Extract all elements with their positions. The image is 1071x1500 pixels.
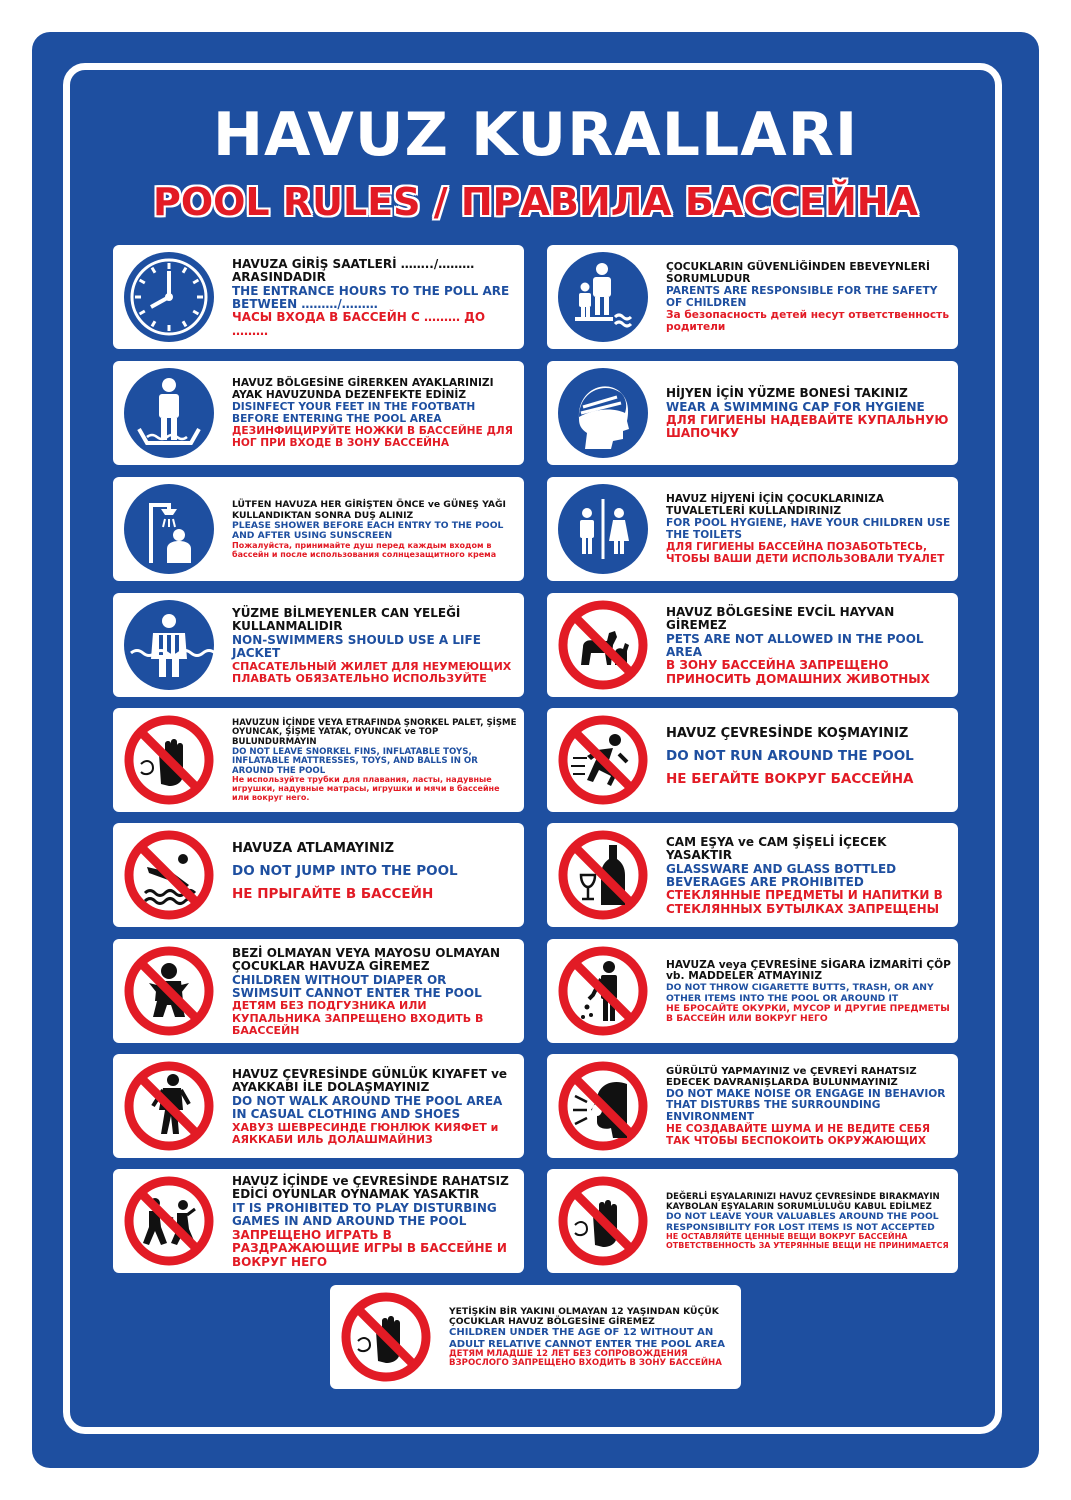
rule-text-ru: За безопасность детей несут ответственность родители	[666, 308, 950, 333]
rule-card-footbath	[113, 361, 524, 465]
rule-text-tr: HAVUZ İÇİNDE ve ÇEVRESİNDE RAHATSIZ EDİCİ OYUNLAR OYNAMAK YASAKTIR	[232, 1173, 509, 1202]
rule-text-en: NON-SWIMMERS SHOULD USE A LIFE JACKET	[232, 632, 481, 661]
no-rough-play-icon	[123, 1175, 215, 1267]
rule-text-ru: ДЕТЯМ МЛАДШЕ 12 ЛЕТ БЕЗ СОПРОВОЖДЕНИЯ ВЗРОСЛОГО ЗАПРЕЩЕНО ВХОДИТЬ В ЗОНУ БАССЕЙНА	[449, 1348, 722, 1369]
rule-card-no-jumping	[113, 823, 524, 927]
rule-text-tr: ÇOCUKLARIN GÜVENLİĞİNDEN EBEVEYNLERİ SORUMLUDUR	[666, 261, 930, 286]
life-jacket-icon	[123, 599, 215, 691]
rule-text-en: DISINFECT YOUR FEET IN THE FOOTBATH BEFORE ENTERING THE POOL AREA	[232, 401, 476, 425]
rule-text-en: THE ENTRANCE HOURS TO THE POLL ARE BETWEEN ………/………	[232, 283, 510, 311]
rule-text-en: DO NOT RUN AROUND THE POOL	[666, 748, 914, 765]
no-unaccompanied-children-icon	[340, 1291, 432, 1383]
rule-text-tr: HİJYEN İÇİN YÜZME BONESİ TAKINIZ	[666, 386, 908, 401]
rule-text-en: CHILDREN UNDER THE AGE OF 12 WITHOUT AN ADULT RELATIVE CANNOT ENTER THE POOL AREA	[449, 1327, 725, 1350]
rule-text-tr: HAVUZA GİRİŞ SAATLERİ ……../……… ARASINDADIR	[232, 256, 475, 285]
rule-text-tr: LÜTFEN HAVUZA HER GİRİŞTEN ÖNCE ve GÜNEŞ YAĞI KULLANDIKTAN SONRA DUŞ ALINIZ	[232, 499, 506, 521]
rule-card-no-casual-clothing	[113, 1054, 524, 1158]
rule-text-en: DO NOT LEAVE SNORKEL FINS, INFLATABLE TOYS, INFLATABLE MATTRESSES, TOYS, AND BALLS IN OR AROUND THE POOL	[232, 746, 478, 776]
rule-card-no-pets	[547, 593, 958, 697]
rule-text-en: CHILDREN WITHOUT DIAPER OR SWIMSUIT CANNOT ENTER THE POOL	[232, 972, 482, 1000]
rule-text-tr: HAVUZ ÇEVRESİNDE KOŞMAYINIZ	[666, 725, 909, 741]
rule-text-en: DO NOT JUMP INTO THE POOL	[232, 863, 458, 880]
rule-card-no-rough-play	[113, 1169, 524, 1273]
rule-text-en: PARENTS ARE RESPONSIBLE FOR THE SAFETY OF CHILDREN	[666, 285, 938, 309]
rule-text-en: FOR POOL HYGIENE, HAVE YOUR CHILDREN USE THE TOILETS	[666, 517, 951, 541]
rule-card-swim-cap	[547, 361, 958, 465]
rule-card-no-littering	[547, 939, 958, 1043]
rule-card-no-running	[547, 708, 958, 812]
rule-card-no-diaper	[113, 939, 524, 1043]
rule-text-tr: CAM EŞYA ve CAM ŞİŞELİ İÇECEK YASAKTIR	[666, 834, 887, 863]
rule-text-ru: ЗАПРЕЩЕНО ИГРАТЬ В РАЗДРАЖАЮЩИЕ ИГРЫ В БАССЕЙНЕ И ВОКРУГ НЕГО	[232, 1227, 507, 1269]
rule-text-ru: ХАВУЗ ШЕВРЕСИНДЕ ГЮНЛЮК КИЯФЕТ и АЯККАБИ ИЛЬ ДОЛАШМАЙНИЗ	[232, 1120, 499, 1146]
rule-card-parents-responsible	[547, 245, 958, 349]
rule-text-ru: ДЛЯ ГИГИЕНЫ БАССЕЙНА ПОЗАБОТЬТЕСЬ, ЧТОБЫ ВАШИ ДЕТИ ИСПОЛЬЗОВАЛИ ТУАЛЕТ	[666, 540, 945, 565]
rule-text-ru: Пожалуйста, принимайте душ перед каждым входом в бассейн и после использования солнцезащитного крема	[232, 540, 497, 559]
no-running-icon	[557, 714, 649, 806]
rule-card-no-glass	[547, 823, 958, 927]
rule-text-tr: HAVUZA veya ÇEVRESİNE SİGARA İZMARİTİ ÇÖP vb. MADDELER ATMAYINIZ	[666, 958, 951, 983]
no-noise-icon	[557, 1060, 649, 1152]
rule-text-en: IT IS PROHIBITED TO PLAY DISTURBING GAMES IN AND AROUND THE POOL	[232, 1200, 497, 1229]
rule-text-ru: В ЗОНУ БАССЕЙНА ЗАПРЕЩЕНО ПРИНОСИТЬ ДОМАШНИХ ЖИВОТНЫХ	[666, 658, 930, 686]
rule-text-tr: HAVUZ ÇEVRESİNDE GÜNLÜK KIYAFET ve AYAKKABI İLE DOLAŞMAYINIZ	[232, 1066, 508, 1095]
rule-text-ru: ЧАСЫ ВХОДА В БАССЕЙН С ……… ДО ………	[232, 310, 486, 338]
subtitle: POOL RULES / ПРАВИЛА БАССЕЙНА	[152, 180, 919, 224]
footbath-icon	[123, 367, 215, 459]
rule-card-shower	[113, 477, 524, 581]
rule-text-ru: НЕ ОСТАВЛЯЙТЕ ЦЕННЫЕ ВЕЩИ ВОКРУГ БАССЕЙНА ОТВЕТСТВЕННОСТЬ ЗА УТЕРЯННЫЕ ВЕЩИ НЕ ПРИНИМАЕТСЯ	[666, 1231, 949, 1250]
parent-child-icon	[557, 251, 649, 343]
rule-text-tr: GÜRÜLTÜ YAPMAYINIZ ve ÇEVREYİ RAHATSIZ EDECEK DAVRANIŞLARDA BULUNMAYINIZ	[666, 1066, 917, 1089]
title: HAVUZ KURALLARI	[212, 100, 859, 170]
no-littering-icon	[557, 945, 649, 1037]
rule-text-tr: HAVUZ HİJYENİ İÇİN ÇOCUKLARINIZA TUVALETLERİ KULLANDIRINIZ	[666, 493, 884, 518]
rule-card-no-noise	[547, 1054, 958, 1158]
no-valuables-icon	[557, 1175, 649, 1267]
rule-text-ru: ДЕЗИНФИЦИРУЙТЕ НОЖКИ В БАССЕЙНЕ ДЛЯ НОГ ПРИ ВХОДЕ В ЗОНУ БАССЕЙНА	[232, 424, 513, 449]
no-jumping-icon	[123, 829, 215, 921]
swim-cap-icon	[557, 367, 649, 459]
clock-icon	[123, 251, 215, 343]
rule-text-tr: HAVUZA ATLAMAYINIZ	[232, 840, 395, 856]
no-toys-icon	[123, 714, 215, 806]
rule-text-ru: НЕ БЕГАЙТЕ ВОКРУГ БАССЕЙНА	[666, 771, 914, 788]
rule-card-toilets	[547, 477, 958, 581]
rule-text-en: PETS ARE NOT ALLOWED IN THE POOL AREA	[666, 631, 924, 659]
rule-text-ru: НЕ СОЗДАВАЙТЕ ШУМА И НЕ ВЕДИТЕ СЕБЯ ТАК ЧТОБЫ БЕСПОКОИТЬ ОКРУЖАЮЩИХ	[666, 1123, 931, 1147]
rule-text-tr: YÜZME BİLMEYENLER CAN YELEĞİ KULLANMALIDIR	[232, 605, 461, 634]
rule-card-no-toys	[113, 708, 524, 812]
rule-text-en: DO NOT WALK AROUND THE POOL AREA IN CASUAL CLOTHING AND SHOES	[232, 1093, 503, 1122]
shower-icon	[123, 483, 215, 575]
rule-text-tr: DEĞERLİ EŞYALARINIZI HAVUZ ÇEVRESİNDE BIRAKMAYIN KAYBOLAN EŞYALARIN SORUMLULUĞU KABUL EDİLMEZ	[666, 1192, 940, 1212]
no-pets-icon	[557, 599, 649, 691]
rule-text-en: GLASSWARE AND GLASS BOTTLED BEVERAGES ARE PROHIBITED	[666, 861, 897, 889]
rule-text-tr: YETİŞKİN BİR YAKINI OLMAYAN 12 YAŞINDAN KÜÇÜK ÇOCUKLAR HAVUZ BÖLGESİNE GİREMEZ	[449, 1305, 719, 1328]
rule-text-tr: HAVUZUN İÇİNDE VEYA ETRAFINDA ŞNORKEL PALET, ŞİŞME OYUNCAK, ŞİŞME YATAK, OYUNCAK ve TOP BULUNDURMAYIN	[232, 717, 517, 747]
no-diaper-icon	[123, 945, 215, 1037]
rule-text-ru: СТЕКЛЯННЫЕ ПРЕДМЕТЫ И НАПИТКИ В СТЕКЛЯННЫХ БУТЫЛКАХ ЗАПРЕЩЕНЫ	[666, 888, 943, 916]
no-casual-clothing-icon	[123, 1060, 215, 1152]
no-glass-icon	[557, 829, 649, 921]
rule-card-entrance-hours	[113, 245, 524, 349]
rule-text-ru: НЕ БРОСАЙТЕ ОКУРКИ, МУСОР И ДРУГИЕ ПРЕДМЕТЫ В БАССЕЙН ИЛИ ВОКРУГ НЕГО	[666, 1002, 950, 1025]
rule-text-ru: ДЛЯ ГИГИЕНЫ НАДЕВАЙТЕ КУПАЛЬНУЮ ШАПОЧКУ	[666, 413, 949, 441]
rule-card-no-unaccompanied-children	[330, 1285, 741, 1389]
rule-text-tr: HAVUZ BÖLGESİNE GİRERKEN AYAKLARINIZI AYAK HAVUZUNDA DEZENFEKTE EDİNİZ	[232, 377, 494, 402]
rule-text-ru: НЕ ПРЫГАЙТЕ В БАССЕЙН	[232, 886, 434, 903]
rule-text-ru: ДЕТЯМ БЕЗ ПОДГУЗНИКА ИЛИ КУПАЛЬНИКА ЗАПРЕЩЕНО ВХОДИТЬ В БААССЕЙН	[232, 999, 484, 1038]
rule-card-life-jacket	[113, 593, 524, 697]
rule-text-en: PLEASE SHOWER BEFORE EACH ENTRY TO THE POOL AND AFTER USING SUNSCREEN	[232, 520, 504, 542]
rule-text-en: DO NOT MAKE NOISE OR ENGAGE IN BEHAVIOR THAT DISTURBS THE SURROUNDING ENVIRONMENT	[666, 1087, 946, 1124]
toilet-icon	[557, 483, 649, 575]
rule-text-ru: Не используйте трубки для плавания, ласты, надувные игрушки, надувные матрасы, игрушки и мячи в бассейне или вокруг него.	[232, 775, 500, 803]
rule-card-no-valuables	[547, 1169, 958, 1273]
rule-text-en: DO NOT LEAVE YOUR VALUABLES AROUND THE POOL RESPONSIBILITY FOR LOST ITEMS IS NOT ACCEPTED	[666, 1211, 939, 1233]
rule-text-tr: BEZİ OLMAYAN VEYA MAYOSU OLMAYAN ÇOCUKLAR HAVUZA GİREMEZ	[232, 945, 501, 974]
rule-text-en: WEAR A SWIMMING CAP FOR HYGIENE	[666, 399, 925, 414]
rule-text-ru: СПАСАТЕЛЬНЫЙ ЖИЛЕТ ДЛЯ НЕУМЕЮЩИХ ПЛАВАТЬ ОБЯЗАТЕЛЬНО ИСПОЛЬЗУЙТЕ	[232, 659, 512, 685]
rule-text-en: DO NOT THROW CIGARETTE BUTTS, TRASH, OR ANY OTHER ITEMS INTO THE POOL OR AROUND IT	[666, 982, 934, 1004]
rule-text-tr: HAVUZ BÖLGESİNE EVCİL HAYVAN GİREMEZ	[666, 604, 895, 633]
